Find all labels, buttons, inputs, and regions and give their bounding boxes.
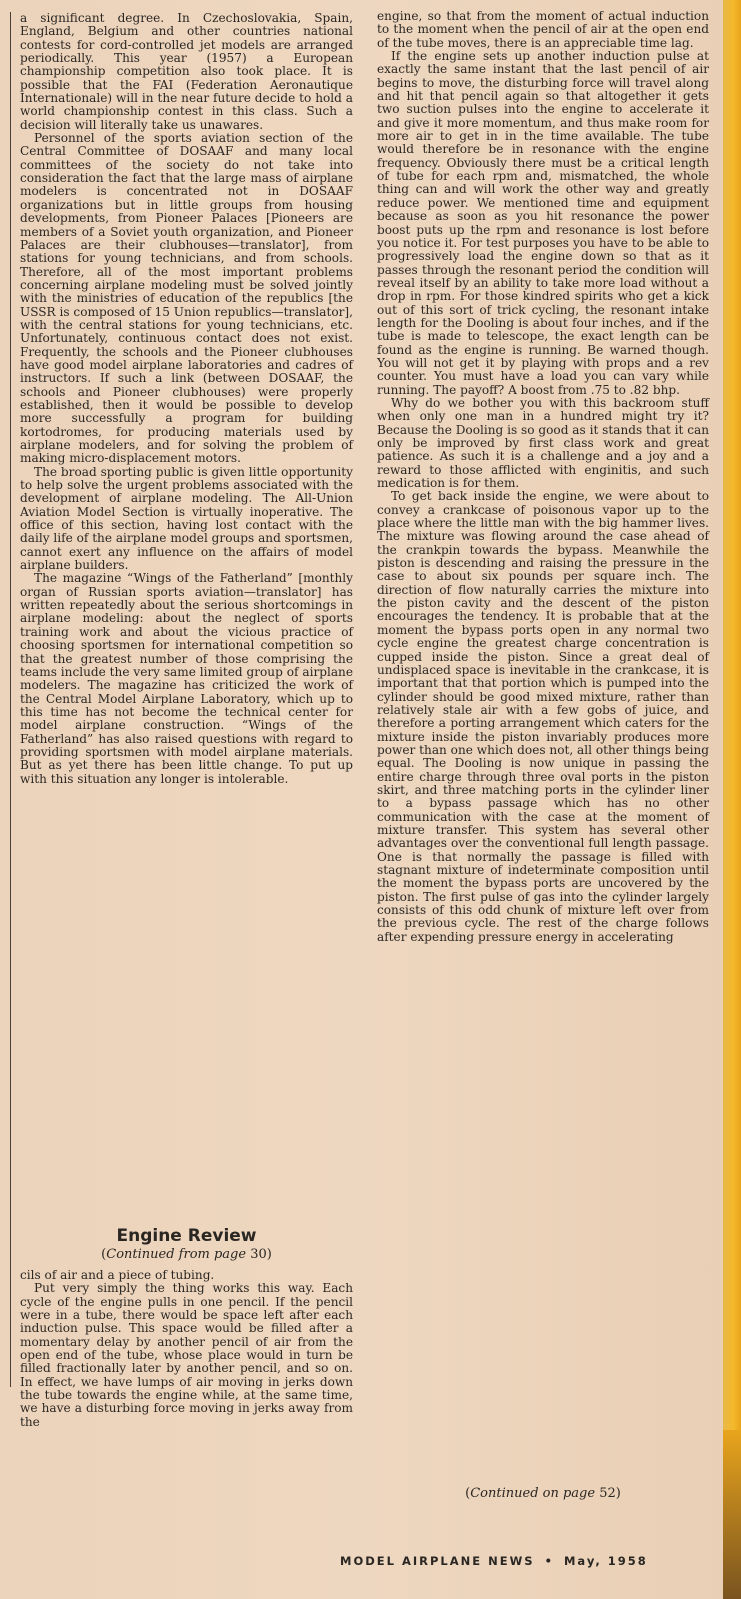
issue-date: May, 1958 bbox=[563, 1554, 648, 1568]
paragraph: Why do we bother you with this backroom stuff when only one man in a hundred might try it? Because the Dooling is so good as it stands that it can only be improved by first class work and great patience. As such it is a challenge and a joy and a reward to those afflicted with enginitis, and such medication is for them. bbox=[377, 395, 709, 491]
paragraph: If the engine sets up another induction pulse at exactly the same instant that the last pencil of air begins to move, the disturbing force will travel along and hit that pencil again so that altogether it gets two suction pulses into the engine to accelerate it and give it more momentum, and thus make room for more air to get in in the time available. The tube would therefore be in resonance with the engine frequency. Obviously there must be a critical length of tube for each rpm and, mismatched, the whole thing can and will work the other way and greatly reduce power. We mentioned time and equipment because as soon as you hit resonance the power boost puts up the rpm and resonance is lost before you notice it. For test purposes you have to be able to progressively load the engine down so that as it passes through the resonant period the condition will reveal itself by an ability to take more load without a drop in rpm. For those kindred spirits who get a kick out of this sort of trick cycling, the resonant intake length for the Dooling is about four inches, and if the tube is made to telescope, the exact length can be found as the engine is running. Be warned though. You will not get it by playing with props and a rev counter. You must have a load you can vary while running. The payoff? A boost from .75 to .82 bhp. bbox=[377, 49, 709, 397]
column-rule bbox=[10, 12, 11, 1387]
paragraph: cils of air and a piece of tubing. bbox=[20, 1268, 215, 1282]
continued-on-note: (Continued on page 52) bbox=[465, 1486, 621, 1501]
paragraph: The magazine “Wings of the Fatherland” [monthly organ of Russian sports aviation—translator] has written repeatedly about the serious shortcomings in airplane modeling: about the neglect of sports training work and about the vicious practice of choosing sportsmen for international competition so that the greatest number of those comprising the teams include the very same limited group of airplane modelers. The magazine has criticized the work of the Central Model Airplane Laboratory, which up to this time has not become the technical center for model airplane construction. “Wings of the Fatherland” has also raised questions with regard to providing sportsmen with model airplane materials. But as yet there has been little change. To put up with this situation any longer is intolerable. bbox=[20, 571, 353, 786]
continued-from-note: (Continued from page 30) bbox=[101, 1247, 272, 1262]
article-column-left bbox=[20, 12, 353, 786]
engine-review-column-right bbox=[377, 10, 709, 944]
section-title: Engine Review bbox=[116, 1226, 257, 1246]
paragraph: Personnel of the sports aviation section of the Central Committee of DOSAAF and many local committees of the society do not take into consideration the fact that the large mass of airplane modelers is concentrated not in DOSAAF organizations but in little groups from housing developments, from Pioneer Palaces [Pioneers are members of a Soviet youth organization, and Pioneer Palaces are their clubhouses—translator], from stations for young technicians, and from schools. Therefore, all of the most important problems concerning airplane modeling must be solved jointly with the ministries of education of the republics [the USSR is composed of 15 Union republics—translator], with the central stations for young technicians, etc. Unfortunately, continuous contact does not exist. Frequently, the schools and the Pioneer clubhouses have good model airplane laboratories and cadres of instructors. If such a link (between DOSAAF, the schools and Pioneer clubhouses) were properly established, then it would be possible to develop more successfully a program for building kortodromes, for producing materials used by airplane modelers, and for solving the problem of making micro-displacement motors. bbox=[20, 131, 353, 466]
engine-review-column-left bbox=[20, 1269, 353, 1429]
paragraph: engine, so that from the moment of actual induction to the moment when the pencil of air at the open end of the tube moves, there is an appreciable time lag. bbox=[377, 9, 709, 50]
paragraph: The broad sporting public is given little opportunity to help solve the urgent problems associated with the development of airplane modeling. The All-Union Aviation Model Section is virtually inoperative. The office of this section, having lost contact with the daily life of the airplane model groups and sportsmen, cannot exert any influence on the affairs of model airplane builders. bbox=[20, 464, 353, 573]
page-footer bbox=[340, 1554, 710, 1568]
section-heading bbox=[20, 1225, 353, 1263]
paragraph: To get back inside the engine, we were about to convey a crankcase of poisonous vapor up to the place where the little man with the big hammer lives. The mixture was flowing around the case ahead of the crankpin towards the bypass. Meanwhile the piston is descending and raising the pressure in the case to about six pounds per square inch. The direction of flow naturally carries the mixture into the piston cavity and the descent of the piston encourages the tendency. It is probable that at the moment the bypass ports open in any normal two cycle engine the greatest charge concentration is cupped inside the piston. Since a great deal of undisplaced space is inevitable in the crankcase, it is important that that portion which is pumped into the cylinder should be good mixed mixture, rather than relatively stale air with a few gobs of juice, and therefore a porting arrangement which caters for the mixture inside the piston invariably produces more power than one which does not, all other things being equal. The Dooling is now unique in passing the entire charge through three oval ports in the piston skirt, and three matching ports in the cylinder liner to a bypass passage which has no other communication with the case at the moment of mixture transfer. This system has several other advantages over the conventional full length passage. One is that normally the passage is filled with stagnant mixture of indeterminate composition until the moment the bypass ports are uncovered by the piston. The first pulse of gas into the cylinder largely consists of this odd chunk of mixture left over from the previous cycle. The rest of the charge follows after expending pressure energy in accelerating bbox=[377, 489, 709, 944]
paragraph: a significant degree. In Czechoslovakia, Spain, England, Belgium and other countries national contests for cord-controlled jet models are arranged periodically. This year (1957) a European championship competition also took place. It is possible that the FAI (Federation Aeronautique Internationale) will in the near future decide to hold a world championship contest in this class. Such a decision will literally take us unawares. bbox=[20, 11, 353, 132]
paragraph: Put very simply the thing works this way. Each cycle of the engine pulls in one pencil. If the pencil were in a tube, there would be space left after each induction pulse. This space would be filled after a momentary delay by another pencil of air from the open end of the tube, whose place would in turn be filled fractionally later by another pencil, and so on. In effect, we have lumps of air moving in jerks down the tube towards the engine while, at the same time, we have a disturbing force moving in jerks away from the bbox=[20, 1281, 353, 1429]
bullet-separator: • bbox=[544, 1554, 554, 1568]
magazine-name: MODEL AIRPLANE NEWS bbox=[340, 1554, 535, 1568]
page-edge-shadow bbox=[723, 1430, 741, 1599]
page-edge bbox=[723, 0, 741, 1599]
